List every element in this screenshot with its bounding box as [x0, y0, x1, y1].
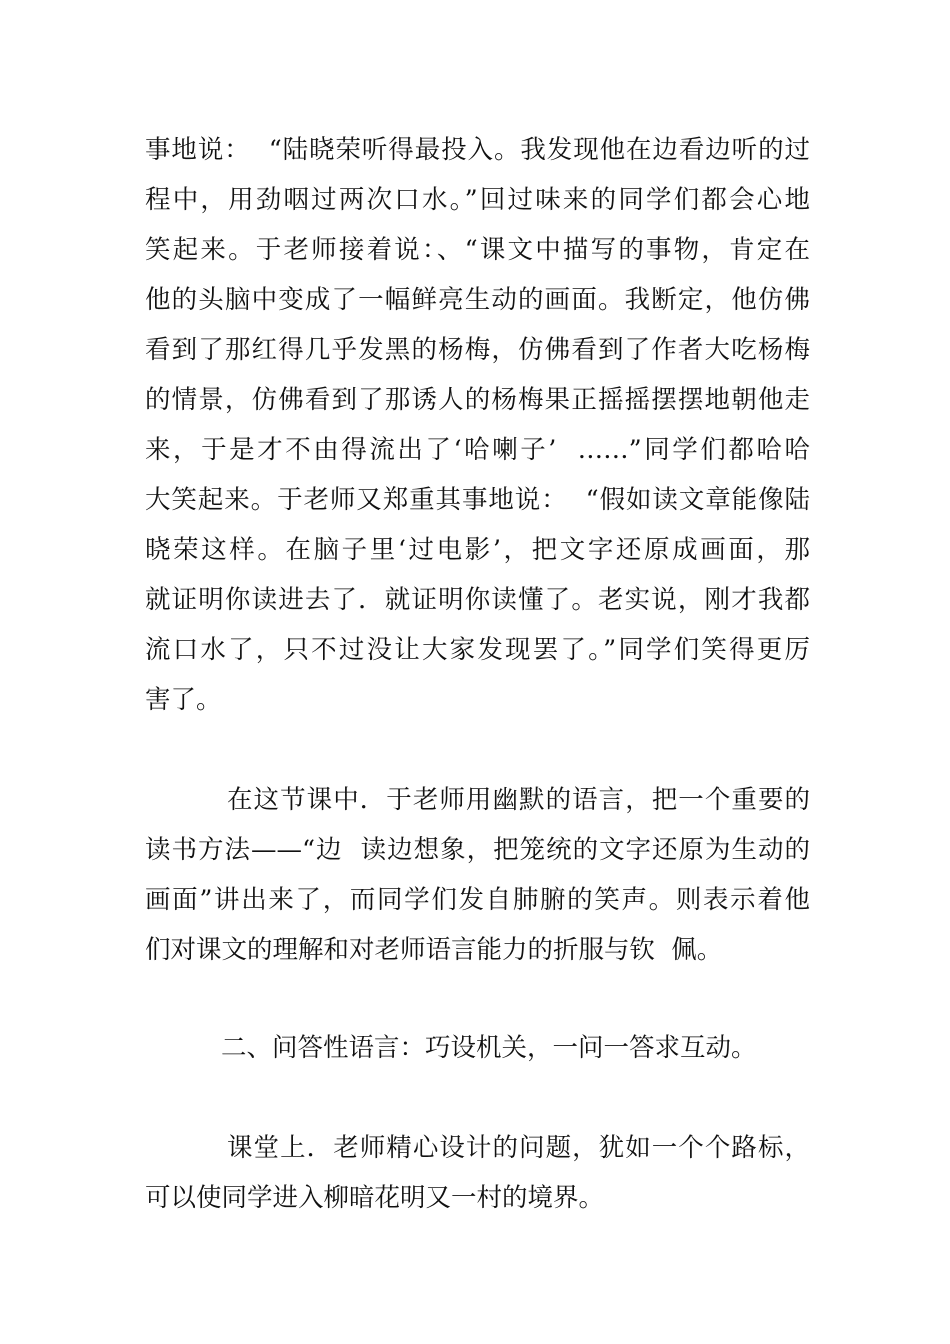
paragraph-1-line-8: 大笑起来。于老师又郑重其事地说： “假如读文章能像陆 — [145, 485, 810, 515]
paragraph-1-line-6: 的情景，仿佛看到了那诱人的杨梅果正摇摇摆摆地朝他走 — [145, 385, 810, 415]
paragraph-2-line-3: 画面”讲出来了，而同学们发自肺腑的笑声。则表示着他 — [145, 885, 810, 915]
paragraph-1-line-7: 来，于是才不由得流出了‘哈喇子’ ……”同学们都哈哈 — [145, 435, 810, 465]
paragraph-1-line-4: 他的头脑中变成了一幅鲜亮生动的画面。我断定，他仿佛 — [145, 285, 810, 315]
paragraph-1-line-12: 害了。 — [145, 685, 222, 715]
paragraph-1-line-2: 程中，用劲咽过两次口水。”回过味来的同学们都会心地 — [145, 185, 810, 215]
paragraph-2-line-2: 读书方法——“边 读边想象，把笼统的文字还原为生动的 — [145, 835, 810, 865]
paragraph-1-line-3: 笑起来。于老师接着说：、“课文中描写的事物，肯定在 — [145, 235, 810, 265]
section-heading: 二、问答性语言：巧设机关，一问一答求互动。 — [221, 1033, 757, 1063]
paragraph-1-line-10: 就证明你读进去了．就证明你读懂了。老实说，刚才我都 — [145, 585, 810, 615]
paragraph-2-line-1: 在这节课中．于老师用幽默的语言，把一个重要的 — [227, 785, 810, 815]
paragraph-1-line-5: 看到了那红得几乎发黑的杨梅，仿佛看到了作者大吃杨梅 — [145, 335, 810, 365]
paragraph-2-line-4: 们对课文的理解和对老师语言能力的折服与钦 佩。 — [145, 935, 723, 965]
paragraph-3-line-2: 可以使同学进入柳暗花明又一村的境界。 — [145, 1183, 605, 1213]
paragraph-1-line-9: 晓荣这样。在脑子里‘过电影’，把文字还原成画面，那 — [145, 535, 810, 565]
paragraph-1-line-1: 事地说： “陆晓荣听得最投入。我发现他在边看边听的过 — [145, 135, 810, 165]
paragraph-3-line-1: 课堂上．老师精心设计的问题，犹如一个个路标， — [227, 1133, 810, 1163]
paragraph-1-line-11: 流口水了，只不过没让大家发现罢了。”同学们笑得更厉 — [145, 635, 810, 665]
